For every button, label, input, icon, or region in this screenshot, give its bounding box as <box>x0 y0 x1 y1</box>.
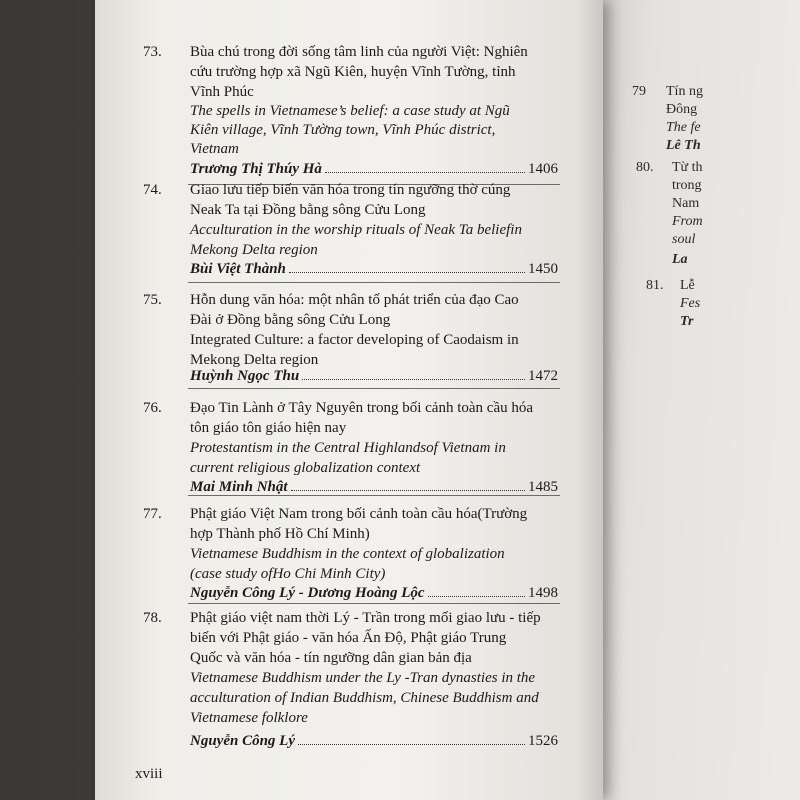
entry-title-en: Vietnam <box>190 141 239 157</box>
entry-number: 78. <box>143 610 162 626</box>
rp-entry-81-line1: Lễ <box>680 278 695 293</box>
entry-author: Nguyễn Công Lý <box>190 733 295 749</box>
rp-entry-81-num: 81. <box>646 278 664 293</box>
entry-title-vi: Phật giáo việt nam thời Lý - Trần trong mối giao lưu - tiếp <box>190 610 541 626</box>
entry-number: 76. <box>143 400 162 416</box>
entry-page: 1472 <box>528 368 558 384</box>
entry-page: 1406 <box>528 161 558 177</box>
entry-page: 1498 <box>528 585 558 601</box>
entry-page: 1450 <box>528 261 558 277</box>
rp-entry-80-line2: trong <box>672 178 702 193</box>
rp-entry-79-line1: Tín ng <box>666 84 703 99</box>
entry-divider <box>188 388 560 389</box>
rp-entry-79-en: The fe <box>666 120 701 135</box>
entry-author: Bùi Việt Thành <box>190 261 286 277</box>
leader-dots <box>291 489 525 491</box>
leader-dots <box>428 595 525 597</box>
entry-page: 1485 <box>528 479 558 495</box>
entry-author-row <box>190 158 558 178</box>
entry-page: 1526 <box>528 733 558 749</box>
rp-entry-80-en1: From <box>672 214 703 229</box>
entry-number: 74. <box>143 182 162 198</box>
entry-title-en: Kiên village, Vĩnh Tường town, Vĩnh Phúc district, <box>190 122 496 138</box>
entry-title-en: (case study ofHo Chi Minh City) <box>190 566 386 582</box>
entry-title-vi: Giao lưu tiếp biến văn hóa trong tín ngưỡng thờ cúng <box>190 182 511 198</box>
entry-divider <box>188 282 560 283</box>
entry-title-vi: Phật giáo Việt Nam trong bối cảnh toàn cầu hóa(Trường <box>190 506 528 522</box>
rp-entry-79-author: Lê Th <box>666 138 701 153</box>
leader-dots <box>289 271 525 273</box>
entry-title-en: Vietnamese Buddhism under the Ly -Tran dynasties in the <box>190 670 536 686</box>
entry-author-row <box>190 730 558 750</box>
entry-divider <box>188 603 560 604</box>
entry-title-en: Protestantism in the Central Highlandsof Vietnam in <box>190 440 506 456</box>
entry-title-en: current religious globalization context <box>190 460 421 476</box>
entry-author: Mai Minh Nhật <box>190 479 288 495</box>
entry-title-vi: Quốc và văn hóa - tín ngưỡng dân gian bản địa <box>190 650 472 666</box>
entry-divider <box>188 495 560 496</box>
entry-title-vi: Vĩnh Phúc <box>190 84 254 100</box>
entry-title-vi: hợp Thành phố Hồ Chí Minh) <box>190 526 370 542</box>
leader-dots <box>302 378 525 380</box>
entry-title-vi: tôn giáo tôn giáo hiện nay <box>190 420 347 436</box>
entry-number: 75. <box>143 292 162 308</box>
entry-title-en: The spells in Vietnamese’s belief: a case study at Ngũ <box>190 103 510 119</box>
rp-entry-81-en: Fes <box>680 296 701 311</box>
entry-author-row <box>190 258 558 278</box>
entry-title-vi: Bùa chú trong đời sống tâm linh của người Việt: Nghiên <box>190 44 528 60</box>
entry-number: 77. <box>143 506 162 522</box>
entry-author: Huỳnh Ngọc Thu <box>190 368 300 384</box>
entry-title-vi: Hỗn dung văn hóa: một nhân tố phát triển của đạo Cao <box>190 292 519 308</box>
entry-number: 73. <box>143 44 162 60</box>
entry-author: Nguyễn Công Lý - Dương Hoàng Lộc <box>190 585 425 601</box>
rp-entry-80-line1: Từ th <box>672 160 703 175</box>
entry-author-row <box>190 582 558 602</box>
entry-title-en: Integrated Culture: a factor developing of Caodaism in <box>190 332 519 348</box>
entry-title-en: Mekong Delta region <box>190 242 318 258</box>
rp-entry-79-num: 79 <box>632 84 646 99</box>
toc-page <box>95 0 603 800</box>
entry-title-en: Mekong Delta region <box>190 352 319 368</box>
entry-title-en: Vietnamese Buddhism in the context of globalization <box>190 546 505 562</box>
entry-title-vi: Neak Ta tại Đồng bằng sông Cửu Long <box>190 202 426 218</box>
entry-title-en: Acculturation in the worship rituals of Neak Ta beliefin <box>190 222 522 238</box>
entry-author-row <box>190 365 558 385</box>
entry-title-vi: cứu trường hợp xã Ngũ Kiên, huyện Vĩnh Tường, tỉnh <box>190 64 516 80</box>
entry-title-en: acculturation of Indian Buddhism, Chinese Buddhism and <box>190 690 539 706</box>
rp-entry-81-author: Tr <box>680 314 694 329</box>
rp-entry-80-line3: Nam <box>672 196 700 211</box>
leader-dots <box>325 171 525 173</box>
entry-author-row <box>190 476 558 496</box>
leader-dots <box>298 743 525 745</box>
rp-entry-80-author: La <box>672 252 688 267</box>
entry-author: Trương Thị Thúy Hà <box>190 161 322 177</box>
rp-entry-80-en2: soul <box>672 232 696 247</box>
rp-entry-80-num: 80. <box>636 160 654 175</box>
entry-title-vi: biến với Phật giáo - văn hóa Ấn Độ, Phật giáo Trung <box>190 630 507 646</box>
entry-title-vi: Đạo Tin Lành ở Tây Nguyên trong bối cảnh toàn cầu hóa <box>190 400 534 416</box>
rp-entry-79-line2: Đông <box>666 102 698 117</box>
page-folio: xviii <box>135 766 163 782</box>
entry-title-en: Vietnamese folklore <box>190 710 308 726</box>
entry-title-vi: Đài ở Đồng bằng sông Cửu Long <box>190 312 391 328</box>
